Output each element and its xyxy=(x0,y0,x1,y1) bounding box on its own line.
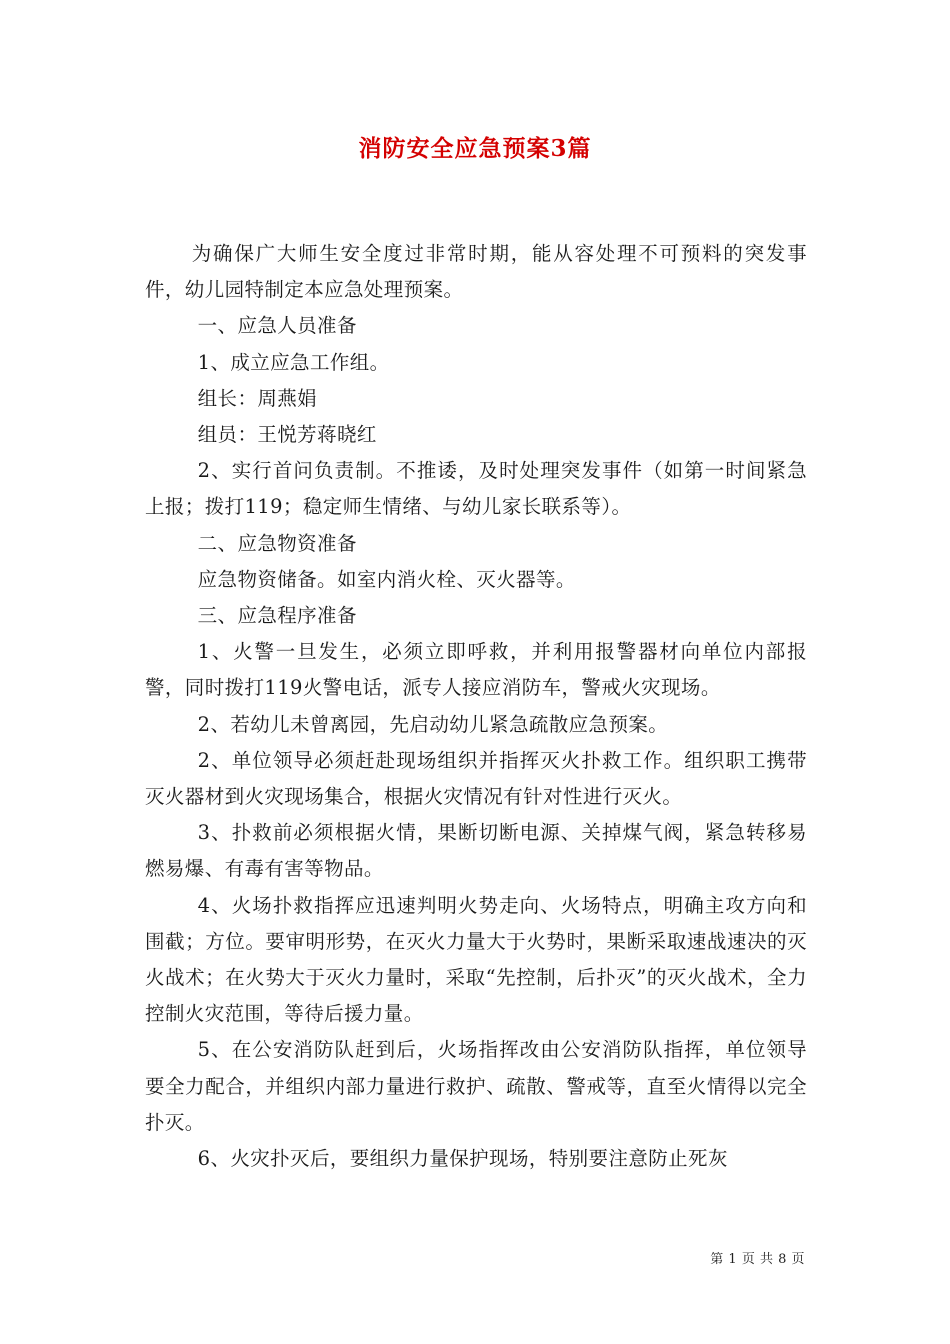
paragraph-1-1: 1、成立应急工作组。 xyxy=(197,350,390,374)
paragraph-members: 组员：王悦芳蒋晓红 xyxy=(197,423,377,447)
heading-section-3: 三、应急程序准备 xyxy=(197,604,357,628)
paragraph-3-1: 1、火警一旦发生，必须立即呼救，并利用报警器材向单位内部报警，同时拨打119火警电话，派专人接应消防车，警戒火灾现场。 xyxy=(145,640,807,700)
paragraph-supplies: 应急物资储备。如室内消火栓、灭火器等。 xyxy=(197,567,576,591)
document-title: 消防安全应急预案3篇 xyxy=(358,135,592,162)
paragraph-1-2: 2、实行首问负责制。不推诿，及时处理突发事件（如第一时间紧急上报；拨打119；稳定师生情绪、与幼儿家长联系等）。 xyxy=(145,459,807,519)
document-body xyxy=(145,236,807,1177)
heading-section-1: 一、应急人员准备 xyxy=(197,314,357,338)
paragraph-3-4: 4、火场扑救指挥应迅速判明火势走向、火场特点，明确主攻方向和围截；方位。要审明形势，在灭火力量大于火势时，果断采取速战速决的灭火战术；在火势大于灭火力量时，采取“先控制，后扑灭”的灭火战术，全力控制火灾范围，等待后援力量。 xyxy=(145,893,807,1026)
paragraph-3-2b: 2、单位领导必须赶赴现场组织并指挥灭火扑救工作。组织职工携带灭火器材到火灾现场集合，根据火灾情况有针对性进行灭火。 xyxy=(145,748,807,809)
paragraph-3-5: 5、在公安消防队赶到后，火场指挥改由公安消防队指挥，单位领导要全力配合，并组织内部力量进行救护、疏散、警戒等，直至火情得以完全扑灭。 xyxy=(145,1038,807,1134)
paragraph-leader: 组长：周燕娟 xyxy=(197,386,318,410)
heading-section-2: 二、应急物资准备 xyxy=(197,531,357,555)
paragraph-3-2a: 2、若幼儿未曾离园，先启动幼儿紧急疏散应急预案。 xyxy=(197,712,669,736)
paragraph-3-3: 3、扑救前必须根据火情，果断切断电源、关掉煤气阀，紧急转移易燃易爆、有毒有害等物品。 xyxy=(145,821,807,881)
paragraph-3-6: 6、火灾扑灭后，要组织力量保护现场，特别要注意防止死灰 xyxy=(197,1147,728,1171)
page-number-footer: 第 1 页 共 8 页 xyxy=(710,1252,805,1267)
paragraph-intro: 为确保广大师生安全度过非常时期，能从容处理不可预料的突发事件，幼儿园特制定本应急处理预案。 xyxy=(145,242,807,302)
